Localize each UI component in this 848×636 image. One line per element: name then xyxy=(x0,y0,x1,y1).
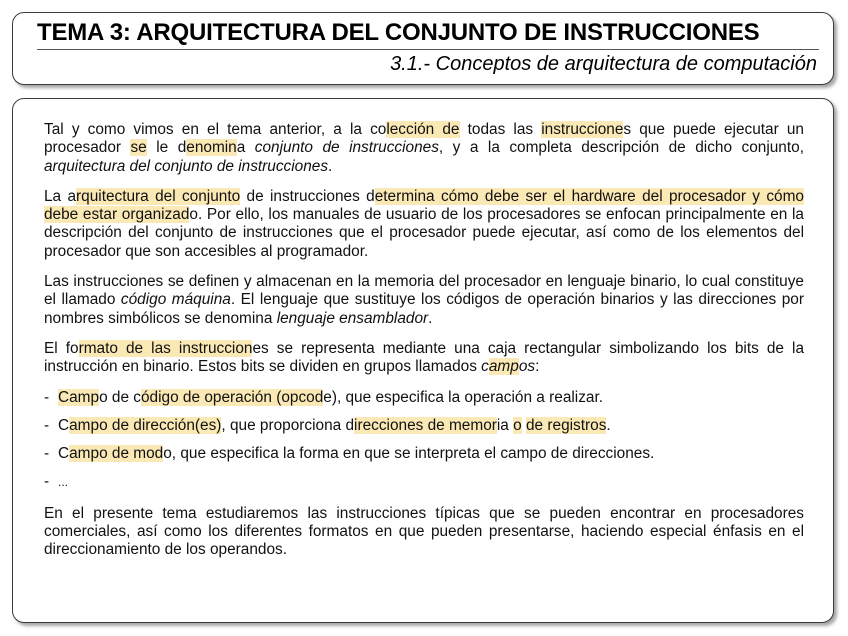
text-run: C xyxy=(58,444,70,462)
paragraph xyxy=(44,273,804,328)
bullet-dash: - xyxy=(44,444,50,462)
text-run: es se representa mediante una caja rectangular simbolizando los bits de la instrucción en binario. Estos bits se dividen en grupos llamados xyxy=(44,339,805,376)
text-run: La a xyxy=(44,187,77,205)
highlighted-text: Camp xyxy=(58,388,100,406)
list-item xyxy=(44,389,804,407)
text-run: , que proporciona d xyxy=(221,416,355,434)
text-run: ... xyxy=(58,474,69,489)
highlighted-text: instruccione xyxy=(541,121,624,138)
highlighted-text: rmato de las instruccion xyxy=(78,339,253,357)
highlighted-text: lección de xyxy=(386,121,460,138)
title-divider xyxy=(37,49,819,50)
title-box xyxy=(12,12,834,85)
text-run: , y a la completa descripción de dicho conjunto, xyxy=(438,139,804,157)
text-run: . xyxy=(328,157,333,175)
highlighted-text: rquitectura del conjunto xyxy=(76,187,241,205)
highlighted-text: ódigo de operación (opcod xyxy=(141,388,324,406)
highlighted-text: amp xyxy=(488,358,519,376)
text-run: C xyxy=(58,416,70,434)
list-item xyxy=(44,417,804,435)
text-run: . xyxy=(428,309,433,327)
text-run: a xyxy=(236,139,255,157)
bullet-dash: - xyxy=(44,416,50,434)
closing-paragraph xyxy=(44,505,804,560)
list-item xyxy=(44,445,804,463)
text-run: e), que especifica la operación a realizar. xyxy=(323,388,604,406)
text-run: c xyxy=(481,358,489,376)
content-body xyxy=(44,121,804,571)
text-run: Las instrucciones se definen y almacenan en la memoria del procesador en lenguaje binario, lo cual constituye el llamado xyxy=(44,273,804,309)
text-run: s que puede ejecutar un procesador xyxy=(44,121,804,157)
text-run: El fo xyxy=(44,339,79,357)
text-run: ia xyxy=(496,416,514,434)
text-run: código máquina xyxy=(120,291,231,309)
text-run: : xyxy=(535,358,540,376)
text-run: En el presente tema estudiaremos las instrucciones típicas que se pueden encontrar en procesadores comerciales, así como los diferentes formatos en que pueden presentarse, haciendo especial énfasis en el direccionamiento de los operandos. xyxy=(44,504,804,559)
section-subtitle: 3.1.- Conceptos de arquitectura de computación xyxy=(390,53,817,75)
list-item-text xyxy=(58,473,68,490)
highlighted-text: se xyxy=(130,139,147,157)
text-run: . xyxy=(606,416,611,434)
page-title: TEMA 3: ARQUITECTURA DEL CONJUNTO DE INSTRUCCIONES xyxy=(37,19,760,46)
highlighted-text: o xyxy=(513,416,522,434)
text-run: lenguaje ensamblador xyxy=(276,309,429,327)
text-run: arquitectura del conjunto de instrucciones xyxy=(44,157,329,175)
list-item-text xyxy=(58,417,611,434)
text-run: os xyxy=(518,358,536,376)
highlighted-text: de registros xyxy=(526,416,607,434)
paragraph xyxy=(44,121,804,176)
list-item-text xyxy=(58,389,603,406)
text-run: conjunto de instrucciones xyxy=(254,139,439,157)
text-run: o. Por ello, los manuales de usuario de los procesadores se enfocan principalmente en la descripción del conjunto de instrucciones que el procesador puede ejecutar, así como de los elementos del procesador que son accesibles al programador. xyxy=(44,206,804,260)
list-item-text xyxy=(58,445,654,462)
text-run: o, que especifica la forma en que se interpreta el campo de direcciones. xyxy=(163,444,655,462)
paragraph xyxy=(44,188,804,261)
highlighted-text: etermina cómo debe ser el hardware del procesador y cómo debe estar organizad xyxy=(44,187,804,224)
text-run: de instrucciones d xyxy=(240,187,375,205)
highlighted-text: ampo de dirección(es) xyxy=(69,416,222,434)
highlighted-text: enomin xyxy=(186,139,237,157)
content-box xyxy=(12,98,834,623)
text-run: . El lenguaje que sustituye los códigos de operación binarios y las direcciones por nombres simbólicos se denomina xyxy=(44,291,804,327)
text-run: o de c xyxy=(99,388,141,406)
text-run: Tal y como vimos en el tema anterior, a la co xyxy=(44,121,387,138)
text-run: todas las xyxy=(459,121,542,138)
highlighted-text: irecciones de memor xyxy=(354,416,497,434)
bullet-dash: - xyxy=(44,472,50,490)
highlighted-text: ampo de mod xyxy=(69,444,164,462)
bullet-dash: - xyxy=(44,388,50,406)
list-item xyxy=(44,473,804,491)
text-run: le d xyxy=(146,139,187,157)
paragraph xyxy=(44,340,804,377)
